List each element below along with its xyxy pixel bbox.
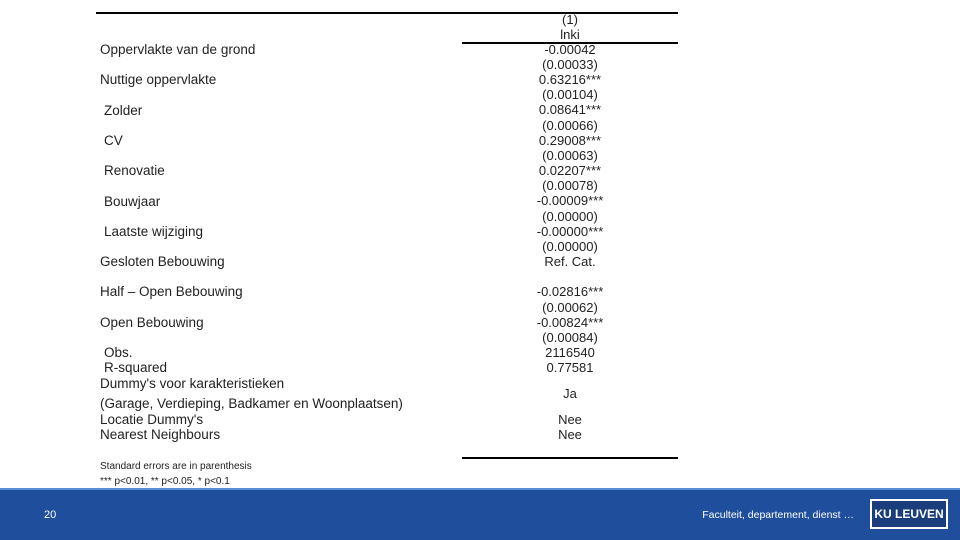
- coef-value: Ref. Cat.: [544, 254, 596, 269]
- nearest-neighbours-value: Nee: [558, 427, 582, 442]
- coef-value: 0.29008***: [538, 133, 602, 148]
- se-value: (0.00000): [542, 209, 598, 224]
- row-label: Renovatie: [104, 163, 165, 178]
- standard-errors-note: Standard errors are in parenthesis: [100, 461, 252, 472]
- page-number: 20: [44, 509, 57, 521]
- footer-bar: [0, 488, 960, 540]
- row-label: Half – Open Bebouwing: [100, 284, 243, 299]
- se-value: (0.00063): [542, 148, 598, 163]
- coef-value: -0.00009***: [536, 193, 604, 208]
- se-value: (0.00078): [542, 178, 598, 193]
- coef-value: -0.00824***: [536, 315, 604, 330]
- ku-leuven-logo: KU LEUVEN: [870, 499, 948, 529]
- column-number: (1): [562, 12, 578, 27]
- se-value: (0.00066): [542, 118, 598, 133]
- coef-value: -0.02816***: [536, 284, 604, 299]
- nearest-neighbours-label: Nearest Neighbours: [100, 427, 221, 442]
- table-bottom-rule: [462, 457, 678, 459]
- dummies-value: Ja: [563, 386, 577, 401]
- row-label: Zolder: [104, 103, 143, 118]
- dummies-label: Dummy's voor karakteristieken: [100, 376, 285, 391]
- r-squared-value: 0.77581: [546, 360, 594, 375]
- coef-value: -0.00000***: [536, 224, 604, 239]
- se-value: (0.00062): [542, 300, 598, 315]
- location-dummies-value: Nee: [558, 412, 582, 427]
- coef-value: 0.08641***: [538, 102, 602, 117]
- location-dummies-label: Locatie Dummy's: [100, 412, 204, 427]
- coef-value: 0.63216***: [538, 72, 602, 87]
- obs-label: Obs.: [104, 345, 133, 360]
- row-label: Open Bebouwing: [100, 315, 204, 330]
- significance-note: *** p<0.01, ** p<0.05, * p<0.1: [100, 476, 230, 487]
- obs-value: 2116540: [545, 345, 595, 360]
- row-label: Gesloten Bebouwing: [100, 254, 225, 269]
- dummies-label-detail: (Garage, Verdieping, Badkamer en Woonplaatsen): [100, 396, 403, 411]
- se-value: (0.00104): [542, 87, 598, 102]
- coef-value: -0.00042: [544, 42, 596, 57]
- row-label: Laatste wijziging: [104, 224, 204, 239]
- coef-value: 0.02207***: [538, 163, 602, 178]
- se-value: (0.00033): [542, 57, 598, 72]
- footer-text: Faculteit, departement, dienst …: [702, 509, 854, 521]
- se-value: (0.00000): [542, 239, 598, 254]
- row-label: Oppervlakte van de grond: [100, 42, 256, 57]
- row-label: Bouwjaar: [104, 194, 161, 209]
- row-label: Nuttige oppervlakte: [100, 72, 217, 87]
- r-squared-label: R-squared: [104, 360, 168, 375]
- row-label: CV: [104, 133, 123, 148]
- column-title: lnki: [560, 27, 580, 42]
- se-value: (0.00084): [542, 330, 598, 345]
- footer-accent-line: [0, 488, 960, 490]
